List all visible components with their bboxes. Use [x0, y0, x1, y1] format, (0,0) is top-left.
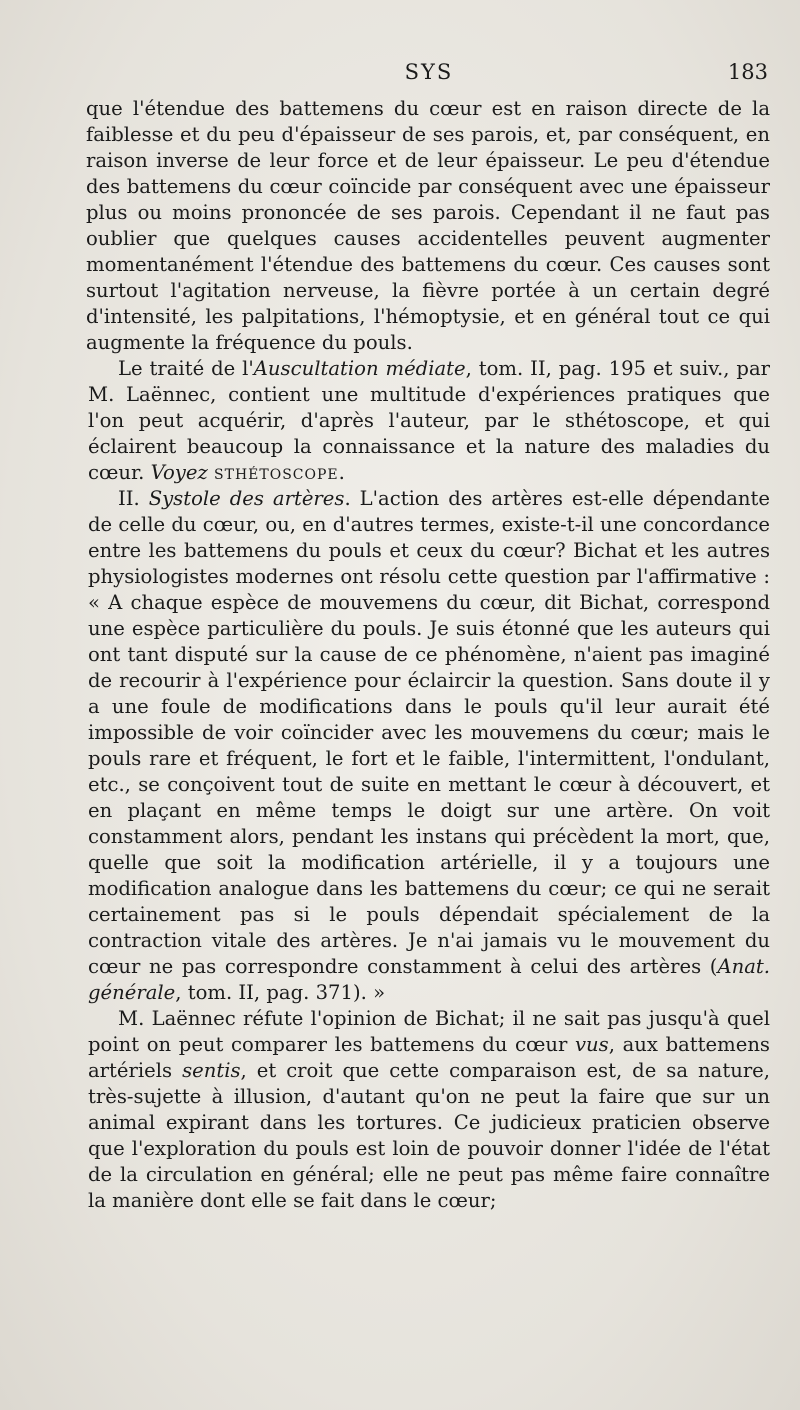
italic-vus: vus — [574, 1033, 609, 1056]
text-run: , et croit que cette comparaison est, de sa nature, très-sujette à illusion, d'autant qu'on ne peut la faire que sur un animal expirant dans les tortures. Ce judicieux praticien observe que l'exploration du pouls est loin de pouvoir donner l'idée de l'état de la circulation en général; elle ne peut pas même faire connaître la manière dont elle se fait dans le cœur; — [88, 1059, 771, 1212]
italic-voyez: Voyez — [150, 461, 208, 484]
body-text — [88, 96, 770, 1214]
paragraph-continuation: que l'étendue des battemens du cœur est en raison directe de la faiblesse et du peu d'épaisseur de ses parois, et, par conséquent, en raison inverse de leur force et de leur épaisseur. Le peu d'étendue des battemens du cœur coïncide par conséquent avec une épaisseur plus ou moins prononcée de ses parois. Cependant il ne faut pas oublier que quelques causes accidentelles peuvent augmenter momentanément l'étendue des battemens du cœur. Ces causes sont surtout l'agitation nerveuse, la fièvre portée à un certain degré d'intensité, les palpitations, l'hémoptysie, et en général tout ce qui augmente la fréquence du pouls. — [86, 97, 770, 354]
paragraph-laennec — [88, 1006, 770, 1214]
text-run: , tom. II, pag. 195 et suiv., par M. Laënnec, contient une multitude d'expériences pratiques que l'on peut acquérir, d'après l'auteur, par le sthétoscope, et qui éclairent beaucoup la connaissance et la nature des maladies du cœur. — [88, 357, 770, 484]
text-run: Le traité de l' — [118, 357, 254, 380]
text-run: M. Laënnec réfute l'opinion de Bichat; il ne sait pas jusqu'à quel point on peut comparer les battemens du cœur — [88, 1007, 770, 1056]
italic-citation: Anat. générale — [88, 955, 770, 1004]
text-run: , tom. II, pag. 371). » — [175, 981, 386, 1004]
running-head: SYS — [404, 60, 454, 84]
paragraph-auscultation — [88, 356, 770, 486]
page-header — [88, 60, 770, 96]
section-number: II. — [118, 487, 149, 510]
paragraph-systole — [88, 486, 770, 1006]
text-run: . — [338, 461, 345, 484]
text-run: , aux battemens artériels — [88, 1033, 770, 1082]
cross-reference: sthétoscope — [214, 461, 339, 484]
page-number: 183 — [727, 60, 768, 84]
text-run: . L'action des artères est-elle dépendante de celle du cœur, ou, en d'autres termes, existe-t-il une concordance entre les battemens du pouls et ceux du cœur? Bichat et les autres physiologistes modernes ont résolu cette question par l'affirmative : « A chaque espèce de mouvemens du cœur, dit Bichat, correspond une espèce particulière du pouls. Je suis étonné que les auteurs qui ont tant disputé sur la cause de ce phénomène, n'aient pas imaginé de recourir à l'expérience pour éclaircir la question. Sans doute il y a une foule de modifications dans le pouls qu'il leur aurait été impossible de voir coïncider avec les mouvemens du cœur; mais le pouls rare et fréquent, le fort et le faible, l'intermittent, l'ondulant, etc., se conçoivent tout de suite en mettant le cœur à découvert, et en plaçant en même temps le doigt sur une artère. On voit constamment alors, pendant les instans qui précèdent la mort, que, quelle que soit la modification artérielle, il y a toujours une modification analogue dans les battemens du cœur; ce qui ne serait certainement pas si le pouls dépendait spécialement de la contraction vitale des artères. Je n'ai jamais vu le mouvement du cœur ne pas correspondre constamment à celui des artères ( — [88, 487, 770, 978]
italic-book-title: Auscultation médiate — [253, 357, 466, 380]
italic-sentis: sentis — [182, 1059, 241, 1082]
section-heading: Systole des artères — [148, 487, 345, 510]
